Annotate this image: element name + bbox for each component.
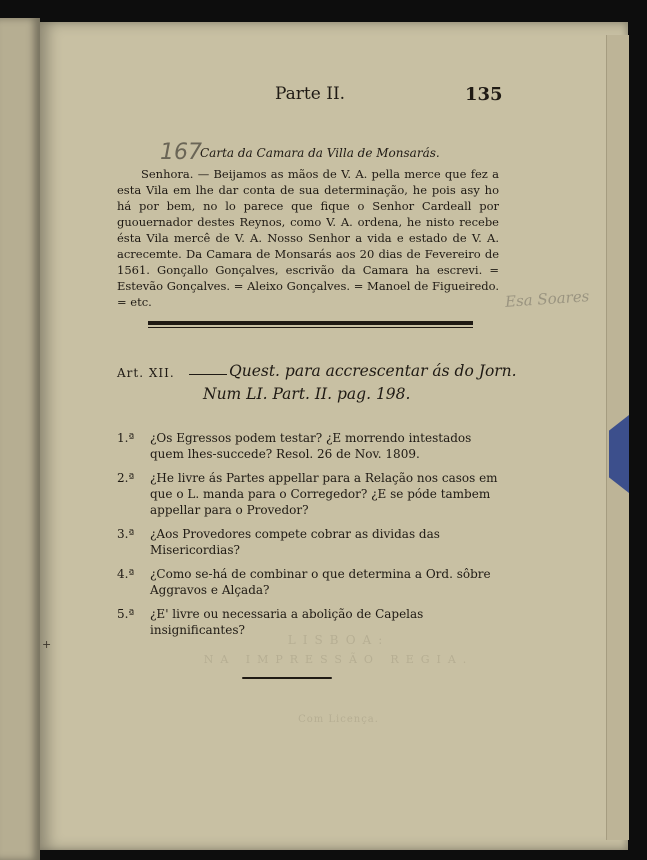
question-number: 5.ª [117, 607, 135, 621]
margin-mark: + [42, 638, 52, 651]
question-number: 4.ª [117, 567, 135, 581]
article-dash [189, 374, 227, 375]
article-heading [117, 362, 517, 384]
facing-page-edge [0, 18, 40, 860]
letter-title: Carta da Camara da Villa de Monsarás. [200, 146, 440, 160]
question-number: 2.ª [117, 471, 135, 485]
question-number: 1.ª [117, 431, 135, 445]
list-item [117, 470, 502, 518]
bleed-through-colophon [0, 633, 647, 725]
running-head [0, 84, 647, 108]
letter-body: Senhora. — Beijamos as mãos de V. A. pella merce que fez a esta Vila em lhe dar conta de sua determinação, he pois asy ho há por bem, no lo parece que fique o Senhor Cardeall por guouernador destes Reynos, como V. A. ordena, he nisto recebe ésta Vila mercê de V. A. Nosso Senhor a vida e estado de V. A. acrecemte. Da Camara de Monsarás aos 20 dias de Fevereiro de 1561. Gonçallo Gonçalves, escrivão da Camara ha escrevi. = Estevão Gonçalves. = Aleixo Gonçalves. = Manoel de Figueiredo. = etc. [117, 167, 499, 309]
question-number: 3.ª [117, 527, 135, 541]
article-label: Art. XII. [117, 366, 175, 380]
question-text: ¿E' livre ou necessaria a abolição de Capelas insignificantes? [150, 607, 424, 637]
question-text: ¿Os Egressos podem testar? ¿E morrendo intestados quem lhes-succede? Resol. 26 de Nov. 1809. [150, 431, 472, 461]
manuscript-number: 167 [160, 140, 202, 165]
manuscript-signature: Esa Soares [504, 287, 590, 311]
list-item [117, 430, 502, 462]
question-text: ¿He livre ás Partes appellar para a Relação nos casos em que o L. manda para o Corregedor? ¿E se póde tambem appellar para o Provedor? [150, 471, 498, 517]
colophon-licence: Com Licença. [298, 714, 379, 725]
question-list [117, 430, 502, 646]
list-item [117, 526, 502, 558]
section-rule-thin [148, 327, 473, 328]
colophon-press: NA IMPRESSÃO REGIA. [203, 653, 474, 666]
bookmark-tab [609, 415, 629, 493]
colophon-city: LISBOA: [287, 633, 390, 647]
section-rule-thick [148, 321, 473, 325]
page-number: 135 [465, 84, 503, 105]
article-title-line2: Num LI. Part. II. pag. 198. [203, 385, 411, 403]
list-item [117, 566, 502, 598]
part-heading: Parte II. [275, 84, 346, 104]
closing-rule [242, 677, 332, 679]
article-title-line1: Quest. para accrescentar ás do Jorn. [229, 362, 517, 380]
question-text: ¿Como se-há de combinar o que determina a Ord. sôbre Aggravos e Alçada? [150, 567, 491, 597]
question-text: ¿Aos Provedores compete cobrar as dividas das Misericordias? [150, 527, 440, 557]
